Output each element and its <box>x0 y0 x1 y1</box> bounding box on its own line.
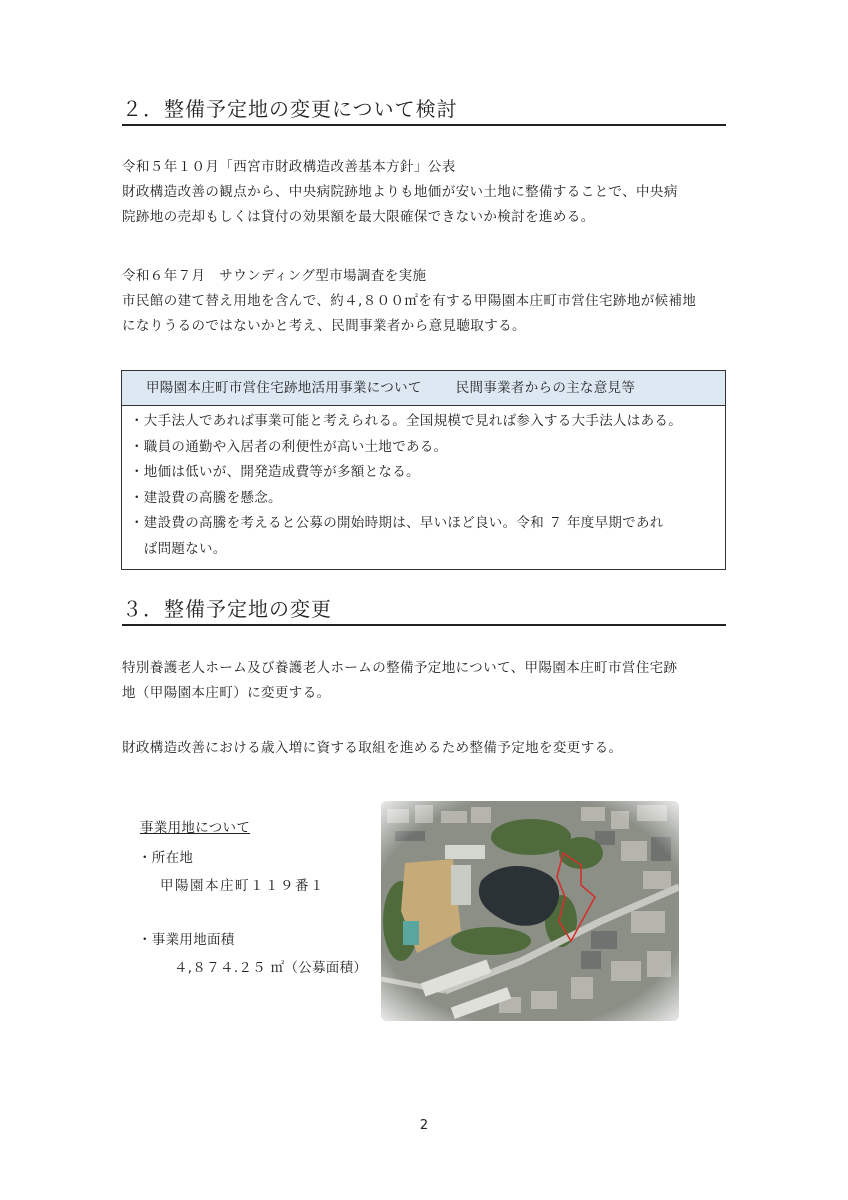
opinion-item: ば問題ない。 <box>130 540 227 557</box>
opinion-item: ・大手法人であれば事業可能と考えられる。全国規模で見れば参入する大手法人はある。 <box>130 413 682 429</box>
sounding-survey-text-2: になりうるのではないかと考え、民間事業者から意見聴取する。 <box>122 318 526 334</box>
opinion-item: ・建設費の高騰を懸念。 <box>130 489 282 506</box>
opinion-table-header-subject: 甲陽園本庄町市営住宅跡地活用事業について <box>146 380 422 396</box>
sounding-survey-block <box>122 264 732 339</box>
site-change-text-2: 地（甲陽園本庄町）に変更する。 <box>122 685 331 701</box>
page-number: 2 <box>419 1118 429 1133</box>
opinion-list <box>122 406 725 562</box>
location-label: ・所在地 <box>138 850 194 866</box>
policy-announcement-text-2: 院跡地の売却もしくは貸付の効果額を最大限確保できないか検討を進める。 <box>122 209 595 225</box>
site-change-text-1: 特別養護老人ホーム及び養護老人ホームの整備予定地について、甲陽園本庄町市営住宅跡 <box>122 660 678 676</box>
opinion-table-header-opinions: 民間事業者からの主な意見等 <box>455 380 636 396</box>
opinion-item: ・建設費の高騰を考えると公募の開始時期は、早いほど良い。令和 ７ 年度早期であれ <box>130 515 664 531</box>
sounding-survey-text-1: 市民館の建て替え用地を含んで、約４,８００㎡を有する甲陽園本庄町市営住宅跡地が候補地 <box>122 293 697 309</box>
location-value: 甲陽園本庄町１１９番１ <box>160 878 325 894</box>
aerial-photo <box>381 801 679 1021</box>
site-info-title: 事業用地について <box>140 820 251 836</box>
site-change-block <box>122 656 732 706</box>
opinion-table <box>121 370 726 570</box>
revenue-reason-text: 財政構造改善における歳入増に資する取組を進めるため整備予定地を変更する。 <box>122 740 623 756</box>
area-label: ・事業用地面積 <box>138 932 235 948</box>
opinion-item: ・職員の通勤や入居者の利便性が高い土地である。 <box>130 438 448 455</box>
policy-announcement-title: 令和５年１０月「西宮市財政構造改善基本方針」公表 <box>122 159 456 175</box>
opinion-table-header <box>122 371 725 406</box>
sounding-survey-title: 令和６年７月 サウンディング型市場調査を実施 <box>122 268 427 284</box>
site-info <box>138 818 370 976</box>
section-3-heading: ３．整備予定地の変更 <box>122 596 726 626</box>
area-value: ４,８７４.２５ ㎡（公募面積） <box>174 960 368 976</box>
opinion-item: ・地価は低いが、開発造成費等が多額となる。 <box>130 464 420 480</box>
policy-announcement-block <box>122 155 732 230</box>
policy-announcement-text-1: 財政構造改善の観点から、中央病院跡地よりも地価が安い土地に整備することで、中央病 <box>122 184 678 200</box>
section-2-heading: ２．整備予定地の変更について検討 <box>122 96 726 126</box>
